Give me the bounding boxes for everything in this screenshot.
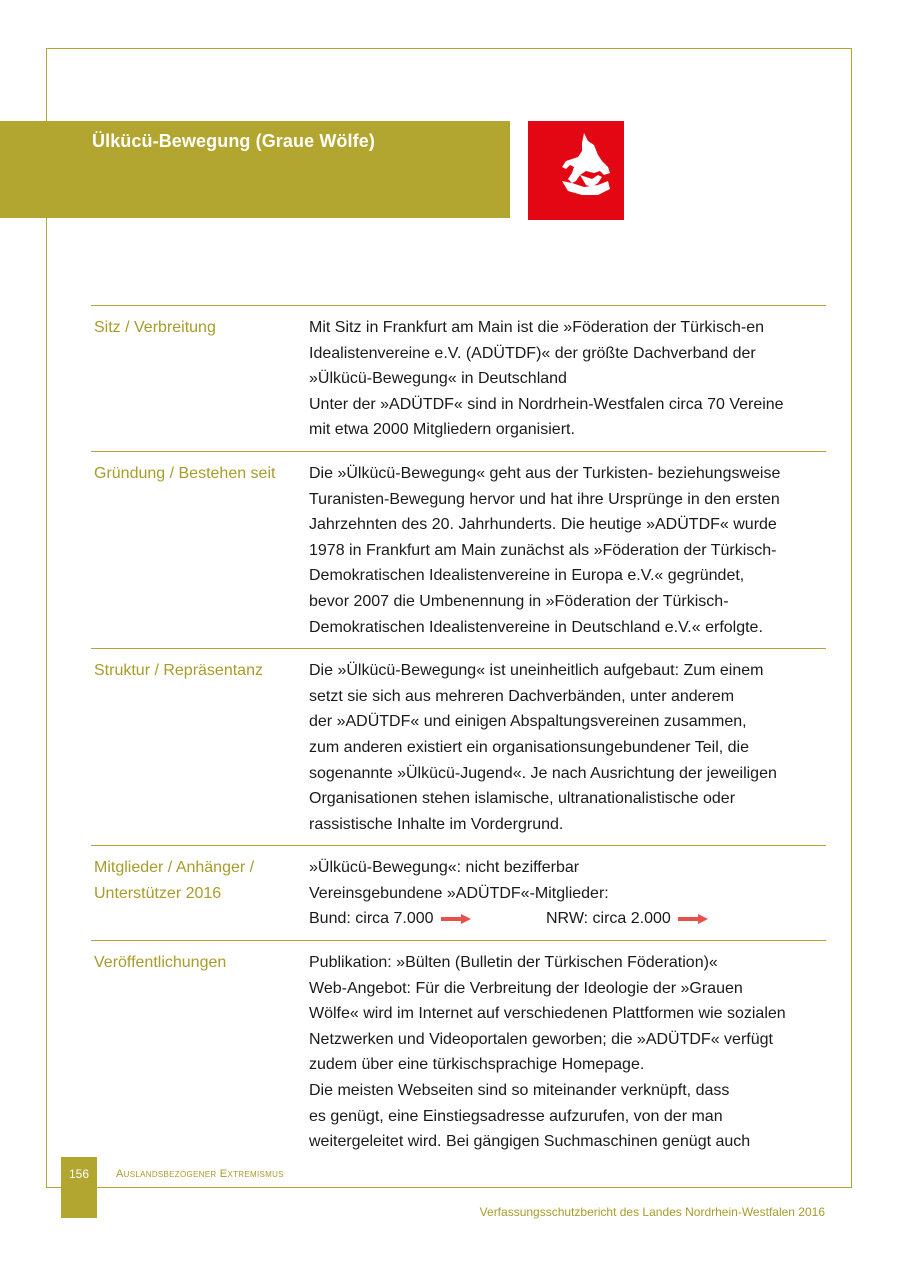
report-title: Verfassungsschutzbericht des Landes Nordrhein-Westfalen 2016 [479, 1205, 825, 1219]
page-number: 156 [68, 1167, 90, 1181]
text-line: Jahrzehnten des 20. Jahrhunderts. Die heutige »ADÜTDF« wurde [309, 516, 777, 534]
text-line: Demokratischen Idealistenvereine in Europa e.V.« gegründet, [309, 567, 745, 585]
count-nrw [546, 906, 709, 932]
text-line: Vereinsgebundene »ADÜTDF«-Mitglieder: [309, 884, 609, 902]
text-line: 1978 in Frankfurt am Main zunächst als »Föderation der Türkisch- [309, 541, 777, 559]
row-label: Gründung / Bestehen seit [94, 464, 276, 482]
count-bund [309, 906, 546, 932]
row-mitglieder [91, 846, 826, 941]
row-gruendung [91, 452, 826, 649]
text-line: bevor 2007 die Umbenennung in »Föderation der Türkisch- [309, 592, 729, 610]
text-line: Organisationen stehen islamische, ultranationalistische oder [309, 790, 736, 808]
text-line: Turanisten-Bewegung hervor und hat ihre Ursprünge in den ersten [309, 490, 780, 508]
info-table [91, 305, 826, 1163]
row-text [309, 855, 826, 932]
title-band [0, 121, 510, 218]
trend-right-arrow-icon [440, 913, 472, 925]
text-line: weitergeleitet wird. Bei gängigen Suchmaschinen genügt auch [309, 1133, 751, 1151]
row-label: Veröffentlichungen [94, 954, 227, 972]
text-line: zudem über eine türkischsprachige Homepage. [309, 1056, 645, 1074]
text-line: es genügt, eine Einstiegsadresse aufzurufen, von der man [309, 1107, 723, 1125]
row-text [309, 315, 826, 443]
text-line: rassistische Inhalte im Vordergrund. [309, 815, 564, 833]
text-line: Die »Ülkücü-Bewegung« ist uneinheitlich aufgebaut: Zum einem [309, 662, 764, 680]
page-title: Ülkücü-Bewegung (Graue Wölfe) [92, 131, 375, 151]
text-line: zum anderen existiert ein organisationsungebundener Teil, die [309, 738, 749, 756]
row-sitz [91, 306, 826, 452]
text-line: Die »Ülkücü-Bewegung« geht aus der Turkisten- beziehungsweise [309, 464, 781, 482]
text-line: Netzwerken und Videoportalen geworben; die »ADÜTDF« verfügt [309, 1030, 773, 1048]
row-struktur [91, 649, 826, 846]
row-text [309, 461, 826, 640]
text-line: Demokratischen Idealistenvereine in Deutschland e.V.« erfolgte. [309, 618, 763, 636]
text-line: Wölfe« wird im Internet auf verschiedenen Plattformen wie sozialen [309, 1005, 786, 1023]
text-line: Publikation: »Bülten (Bulletin der Türkischen Föderation)« [309, 954, 718, 972]
member-counts [309, 906, 826, 932]
count-text: Bund: circa 7.000 [309, 910, 434, 928]
row-label: Sitz / Verbreitung [94, 319, 216, 336]
howling-wolf-crescent-icon [528, 121, 624, 220]
row-label: Struktur / Repräsentanz [94, 662, 263, 680]
label-line: Mitglieder / Anhänger / [94, 859, 255, 877]
text-line: »Ülkücü-Bewegung«: nicht bezifferbar [309, 859, 580, 877]
row-veroeffentlichungen [91, 941, 826, 1163]
text-line: Unter der »ADÜTDF« sind in Nordrhein-Westfalen circa 70 Vereine [309, 395, 784, 413]
text-line: Mit Sitz in Frankfurt am Main ist die »Föderation der Türkisch-en [309, 319, 764, 336]
text-line: Die meisten Webseiten sind so miteinander verknüpft, dass [309, 1082, 730, 1100]
text-line: »Ülkücü-Bewegung« in Deutschland [309, 370, 567, 388]
text-line: setzt sie sich aus mehreren Dachverbänden, unter anderem [309, 687, 735, 705]
section-name: Auslandsbezogener Extremismus [116, 1168, 284, 1180]
trend-right-arrow-icon [677, 913, 709, 925]
page-number-tab [61, 1157, 97, 1218]
row-label [91, 855, 309, 932]
count-text: NRW: circa 2.000 [546, 910, 671, 928]
text-line: Web-Angebot: Für die Verbreitung der Ideologie der »Grauen [309, 979, 743, 997]
row-text [309, 950, 826, 1155]
row-text [309, 658, 826, 837]
text-line: sogenannte »Ülkücü-Jugend«. Je nach Ausrichtung der jeweiligen [309, 764, 777, 782]
text-line: mit etwa 2000 Mitgliedern organisiert. [309, 421, 575, 439]
text-line: der »ADÜTDF« und einigen Abspaltungsvereinen zusammen, [309, 713, 747, 731]
label-line: Unterstützer 2016 [94, 884, 222, 902]
text-line: Idealistenvereine e.V. (ADÜTDF)« der größte Dachverband der [309, 344, 756, 362]
